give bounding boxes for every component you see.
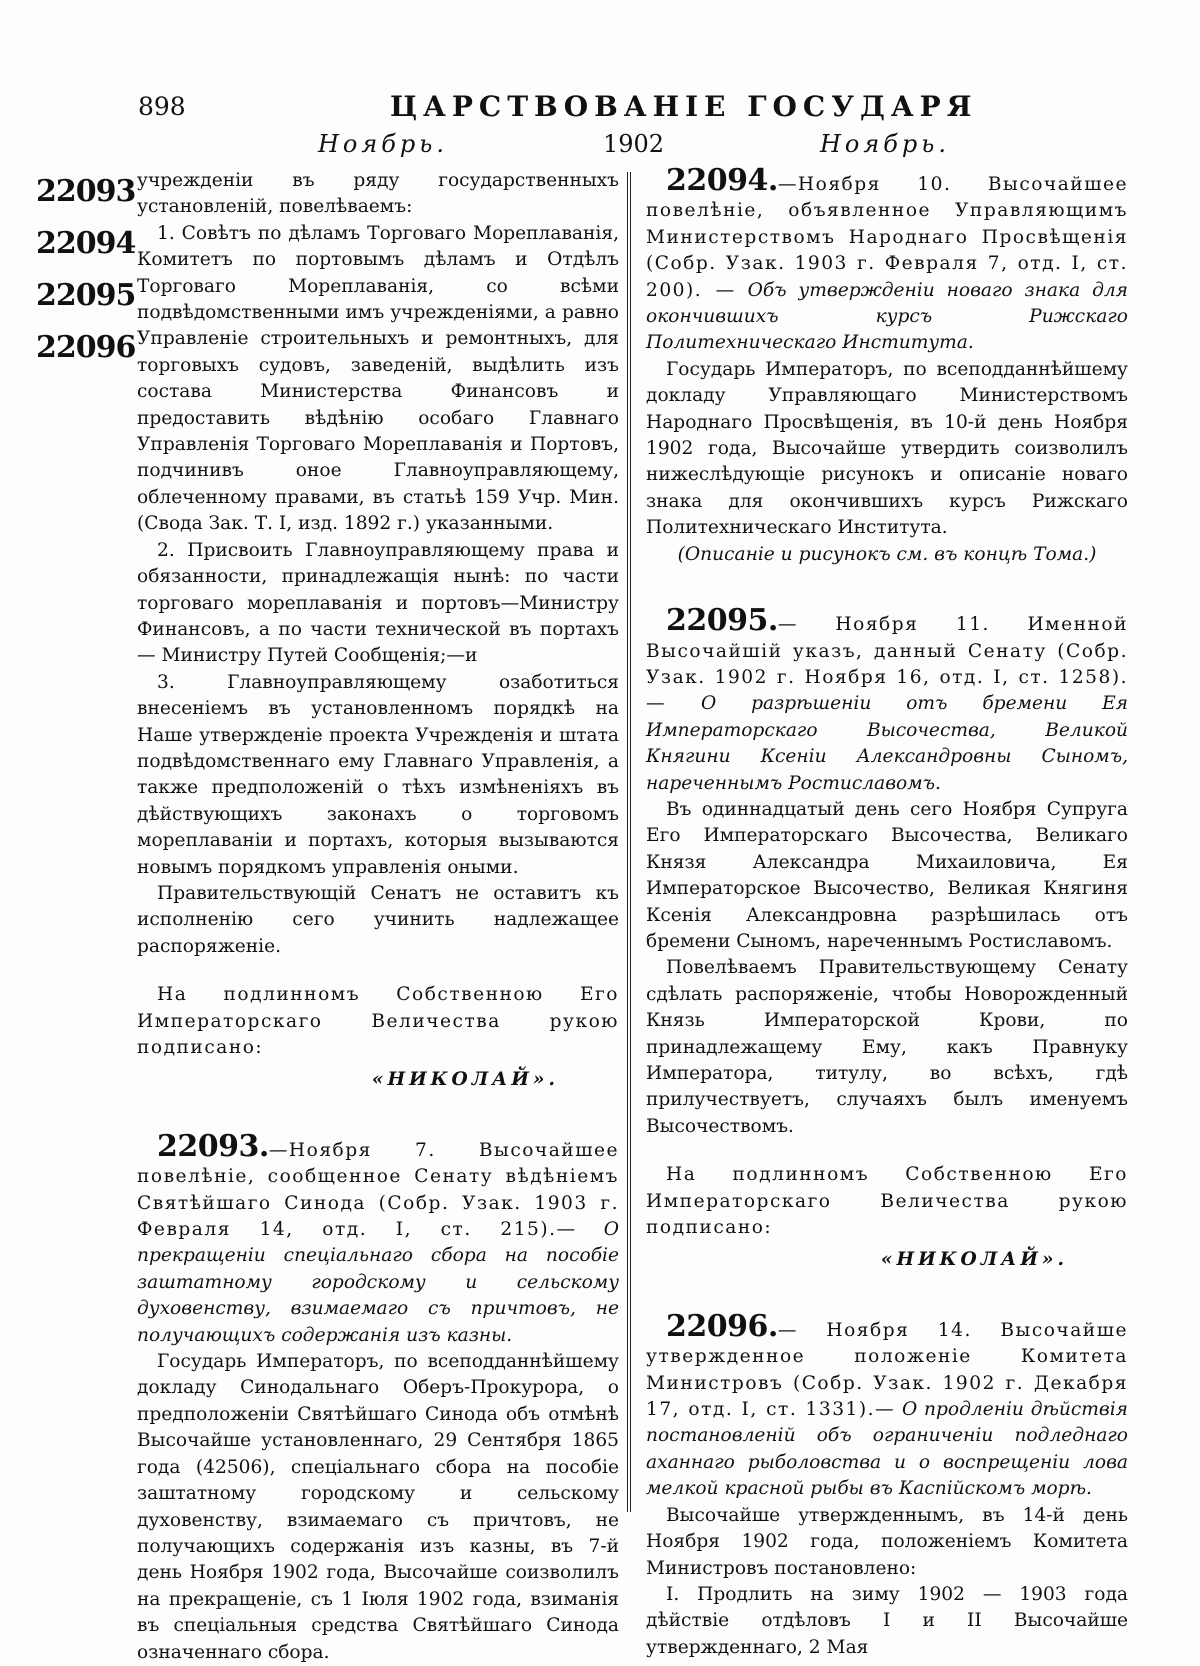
entry-title: Объ утвержденіи новаго знака для окончившихъ курсъ Рижскаго Политехническаго Института. [646,279,1128,354]
entry-number: 22096. [666,1308,778,1344]
entry-head: — Ноября 11. Именной Высочайшій указъ, данный Сенату (Собр. Узак. 1902 г. Ноября 16, отд. I, ст. 1258). — [646,614,1128,715]
margin-number: 22095 [36,278,136,313]
paragraph: Высочайше утвержденнымъ, въ 14-й день Ноября 1902 года, положеніемъ Комитета Министровъ постановлено: [646,1504,1128,1579]
paragraph: Въ одиннадцатый день сего Ноября Супруга Его Императорскаго Высочества, Великаго Князя Александра Михаиловича, Ея Императорское Высочество, Великая Княгиня Ксенія Александровна разрѣшилась отъ бремени Сыномъ, нареченнымъ Ростиславомъ. [646,798,1128,952]
signature: «НИКОЛАЙ». [371,1069,559,1091]
note: (Описаніе и рисунокъ см. въ концѣ Тома.) [677,543,1097,565]
entry-number: 22093. [157,1128,269,1164]
paragraph: 1. Совѣтъ по дѣламъ Торговаго Мореплаванія, Комитетъ по портовымъ дѣламъ и Отдѣлъ Торговаго Мореплаванія, со всѣми подвѣдомственными имъ учрежденіями, а равно Управленіе строительныхъ и ремонтныхъ, для торговыхъ судовъ, заведеній, выдѣлить изъ состава Министерства Финансовъ и предоставить вѣдѣнію особаго Главнаго Управленія Торговаго Мореплаванія и Портовъ, подчинивъ оное Главноуправляющему, облеченному правами, въ статьѣ 159 Учр. Мин. (Свода Зак. Т. I, изд. 1892 г.) указанными. [137,222,619,535]
page-number: 898 [138,92,186,121]
paragraph: Повелѣваемъ Правительствующему Сенату сдѣлать распоряженіе, чтобы Новорожденный Князь Императорской Крови, по принадлежащему Ему, какъ Правнуку Императора, титулу, во всѣхъ, гдѣ прилучествуетъ, случаяхъ былъ именуемъ Высочествомъ. [646,957,1128,1137]
running-title: ЦАРСТВОВАНІЕ ГОСУДАРЯ [390,90,978,123]
entry-head: —Ноября 7. Высочайшее повелѣніе, сообщенное Сенату вѣдѣніемъ Святѣйшаго Синода (Собр. Узак. 1903 г. Февраля 14, отд. I, ст. 215).— [137,1139,619,1241]
entry-heading [646,163,1128,357]
signature: «НИКОЛАЙ». [880,1249,1068,1271]
entry-title: О продленіи дѣйствія постановленій объ ограниченіи подледнаго аханнаго рыболовства и о воспрещеніи лова мелкой красной рыбы въ Каспійскомъ морѣ. [646,1399,1128,1500]
entry-title: О прекращеніи спеціальнаго сбора на пособіе заштатному городскому и сельскому духовенству, взимаемаго съ причтовъ, не получающихъ содержанія изъ казны. [137,1219,619,1346]
entry-head: —Ноября 10. Высочайшее повелѣніе, объявленное Управляющимъ Министерствомъ Народнаго Просвѣщенія (Собр. Узак. 1903 г. Февраля 7, отд. I, ст. 200). — [646,174,1128,301]
entry-heading [137,1128,619,1349]
margin-number: 22093 [36,174,136,209]
margin-numbers [36,166,135,374]
entry-heading [646,1308,1128,1503]
paragraph: Правительствующій Сенатъ не оставитъ къ исполненію сего учинить надлежащее распоряженіе. [137,882,619,957]
paragraph: Государь Императоръ, по всеподданнѣйшему докладу Управляющаго Министерствомъ Народнаго Просвѣщенія, въ 10-й день Ноября 1902 года, Высочайше утвердить соизволилъ нижеслѣдующіе рисунокъ и описаніе новаго знака для окончившихъ курсъ Рижскаго Политехническаго Института. [646,358,1128,539]
paragraph: 2. Присвоить Главноуправляющему права и обязанности, принадлежащія нынѣ: по части торговаго мореплаванія и портовъ—Министру Финансовъ, а по части технической въ портахъ — Министру Путей Сообщенія;—и [137,539,619,667]
signed-note: На подлинномъ Собственною Его Императорскаго Величества рукою подписано: [646,1164,1128,1239]
entry-title: О разрѣшеніи отъ бремени Ея Императорскаго Высочества, Великой Княгини Ксеніи Александровны Сыномъ, нареченнымъ Ростиславомъ. [646,693,1128,794]
left-column [137,168,619,1666]
paragraph: I. Продлить на зиму 1902 — 1903 года дѣйствіе отдѣловъ I и II Высочайше утвержденнаго, 2 Мая [646,1583,1128,1658]
entry-number: 22095. [666,603,778,639]
paragraph: учрежденіи въ ряду государственныхъ установленій, повелѣваемъ: [137,170,619,218]
entry-heading [646,603,1128,797]
right-column [646,163,1128,1661]
margin-number: 22094 [36,226,136,261]
margin-number: 22096 [36,330,136,365]
year: 1902 [603,130,665,158]
entry-number: 22094. [666,163,778,198]
month-left: Ноябрь. [318,130,448,158]
signed-note: На подлинномъ Собственною Его Императорскаго Величества рукою подписано: [137,984,619,1058]
paragraph: Государь Императоръ, по всеподданнѣйшему докладу Синодальнаго Оберъ-Прокурора, о предположеніи Святѣйшаго Синода объ отмѣнѣ Высочайше установленнаго, 29 Сентября 1865 года (42506), спеціальнаго сбора на пособіе заштатному городскому и сельскому духовенству, взимаемаго съ причтовъ, не получающихъ содержанія изъ казны, въ 7-й день Ноября 1902 года, Высочайше соизволилъ на прекращеніе, съ 1 Іюля 1902 года, взиманія въ спеціальныя средства Святѣйшаго Синода означеннаго сбора. [137,1351,619,1663]
entry-head: — Ноября 14. Высочайше утвержденное положеніе Комитета Министровъ (Собр. Узак. 1902 г. Декабря 17, отд. I, ст. 1331).— [646,1319,1128,1421]
month-right: Ноябрь. [820,130,950,158]
paragraph: 3. Главноуправляющему озаботиться внесеніемъ въ установленномъ порядкѣ на Наше утвержденіе проекта Учрежденія и штата подвѣдомственнаго ему Главнаго Управленія, а также предположеній о тѣхъ измѣненіяхъ въ дѣйствующихъ законахъ о торговомъ мореплаваніи и портахъ, которыя вызываются новымъ порядкомъ управленія оными. [137,671,619,878]
column-divider [627,172,631,1512]
